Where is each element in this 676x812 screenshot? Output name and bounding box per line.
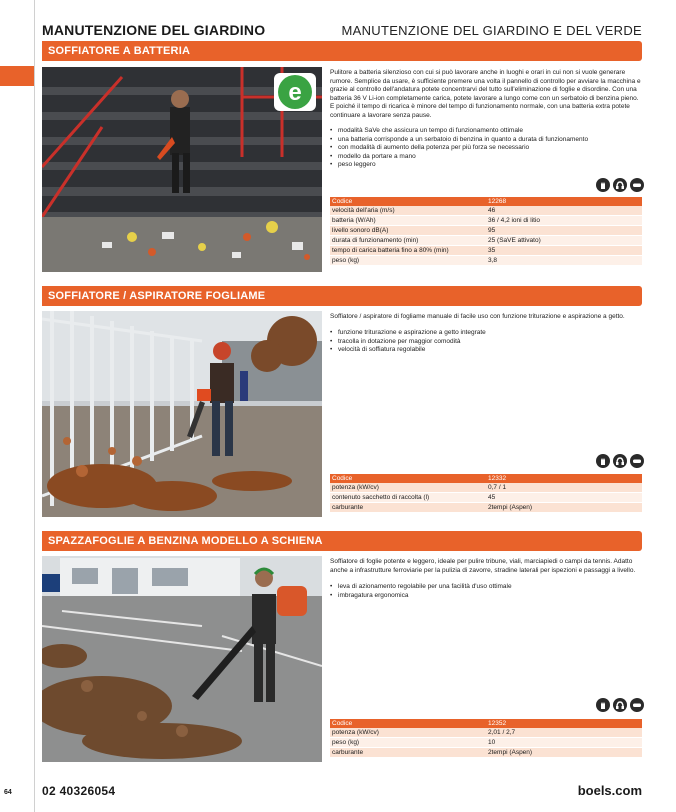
svg-text:e: e (288, 79, 302, 106)
features-battery-blower (330, 127, 642, 170)
spec-value: 2tempi (Aspen) (486, 748, 642, 758)
eco-badge (274, 73, 316, 111)
spec-label: peso (kg) (330, 256, 486, 266)
goggles-icon (630, 454, 644, 468)
table-header-row (330, 474, 642, 483)
section-title-battery-blower: SOFFIATORE A BATTERIA (42, 41, 642, 61)
spec-value: 2tempi (Aspen) (486, 503, 642, 513)
table-header-row (330, 719, 642, 728)
spec-label: batteria (W/Ah) (330, 216, 486, 226)
table-row (330, 503, 642, 513)
safety-icons-blower-vacuum (596, 454, 644, 468)
spec-label: potenza (kW/cv) (330, 728, 486, 738)
spec-value: 3,8 (486, 256, 642, 266)
table-row (330, 483, 642, 493)
table-header-cell: Codice (330, 197, 486, 206)
table-row (330, 226, 642, 236)
description-backpack-blower: Soffiatore di foglie potente e leggero, ideale per pulire tribune, viali, marciapiedi o campi da tennis. Adatto anche a infrastrutture ferroviarie per la pulizia di zavorre, stradine laterali per ispezioni e passaggi a livello. (330, 558, 636, 574)
website-link[interactable]: boels.com (577, 783, 642, 798)
spec-label: livello sonoro dB(A) (330, 226, 486, 236)
description-battery-blower: Pulitore a batteria silenzioso con cui si può lavorare anche in luoghi e orari in cui non si vuole generare rumore. Semplice da usare, è sufficiente premere una volta il pannello di controllo per avviare la macchina e grazie al controllo dell'andatura potete concentrarvi del tutto sull'eliminazione di foglie e disordine. Con una batteria 36 V Li-ion completamente carica, potete lavorare a lungo come con un serbatoio di benzina pieno. E poiché il tempo di ricarica è minore del tempo di funzionamento normale, con una batteria extra potete continuare a lavorare senza pause. (330, 69, 641, 119)
table-row (330, 206, 642, 216)
spec-label: tempo di carica batteria fino a 80% (min) (330, 246, 486, 256)
ear-protection-icon (613, 178, 627, 192)
section-title-backpack-blower: SPAZZAFOGLIE A BENZINA MODELLO A SCHIENA (42, 531, 642, 551)
spec-table-backpack-blower (330, 719, 642, 758)
spec-label: carburante (330, 503, 486, 513)
table-row (330, 728, 642, 738)
table-row (330, 256, 642, 266)
table-row (330, 216, 642, 226)
list-item: • tracolla in dotazione per maggior comodità (330, 338, 642, 347)
list-item: • peso leggero (330, 161, 642, 170)
goggles-icon (630, 178, 644, 192)
table-header-row (330, 197, 642, 206)
gloves-icon (596, 698, 610, 712)
list-item: • una batteria corrisponde a un serbatoio di benzina in quanto a durata di funzionamento (330, 136, 642, 145)
spec-value: 10 (486, 738, 642, 748)
product-code: 12352 (486, 719, 642, 728)
spec-table-blower-vacuum (330, 474, 642, 513)
gloves-icon (596, 178, 610, 192)
table-header-cell: Codice (330, 719, 486, 728)
list-item: • velocità di soffiatura regolabile (330, 346, 642, 355)
section-category-title: MANUTENZIONE DEL GIARDINO E DEL VERDE (341, 23, 642, 38)
safety-icons-backpack-blower (596, 698, 644, 712)
list-item: • leva di azionamento regolabile per una facilità d'uso ottimale (330, 583, 642, 592)
spec-value: 25 (SaVE attivato) (486, 236, 642, 246)
list-item: • modalità SaVe che assicura un tempo di funzionamento ottimale (330, 127, 642, 136)
ear-protection-icon (613, 698, 627, 712)
description-blower-vacuum: Soffiatore / aspiratore di fogliame manuale di facile uso con funzione triturazione e aspirazione a getto. (330, 313, 625, 320)
list-item: • imbragatura ergonomica (330, 592, 642, 601)
features-blower-vacuum (330, 329, 642, 355)
table-row (330, 236, 642, 246)
ear-protection-icon (613, 454, 627, 468)
table-row (330, 246, 642, 256)
spec-label: peso (kg) (330, 738, 486, 748)
spec-label: potenza (kW/cv) (330, 483, 486, 493)
spec-table-battery-blower (330, 197, 642, 266)
spec-label: carburante (330, 748, 486, 758)
table-row (330, 738, 642, 748)
spec-value: 46 (486, 206, 642, 216)
product-code: 12268 (486, 197, 642, 206)
phone-number[interactable]: 02 40326054 (42, 784, 116, 798)
spec-label: durata di funzionamento (min) (330, 236, 486, 246)
page-tab-marker (0, 66, 34, 86)
gloves-icon (596, 454, 610, 468)
product-code: 12332 (486, 474, 642, 483)
table-row (330, 748, 642, 758)
product-photo-backpack-blower (42, 556, 322, 762)
margin-line (34, 0, 35, 812)
list-item: • con modalità di aumento della potenza per più forza se necessario (330, 144, 642, 153)
goggles-icon (630, 698, 644, 712)
spec-label: velocità dell'aria (m/s) (330, 206, 486, 216)
safety-icons-battery-blower (596, 178, 644, 192)
features-backpack-blower (330, 583, 642, 600)
product-photo-battery-blower (42, 67, 322, 272)
list-item: • modello da portare a mano (330, 153, 642, 162)
spec-value: 2,01 / 2,7 (486, 728, 642, 738)
spec-value: 36 / 4,2 ioni di litio (486, 216, 642, 226)
page-title: MANUTENZIONE DEL GIARDINO (42, 22, 266, 38)
table-row (330, 493, 642, 503)
table-header-cell: Codice (330, 474, 486, 483)
section-title-blower-vacuum: SOFFIATORE / ASPIRATORE FOGLIAME (42, 286, 642, 306)
list-item: • funzione triturazione e aspirazione a getto integrate (330, 329, 642, 338)
spec-value: 45 (486, 493, 642, 503)
page-number: 64 (4, 789, 12, 796)
spec-value: 0,7 / 1 (486, 483, 642, 493)
spec-value: 95 (486, 226, 642, 236)
spec-label: contenuto sacchetto di raccolta (l) (330, 493, 486, 503)
spec-value: 35 (486, 246, 642, 256)
product-photo-blower-vacuum (42, 311, 322, 517)
